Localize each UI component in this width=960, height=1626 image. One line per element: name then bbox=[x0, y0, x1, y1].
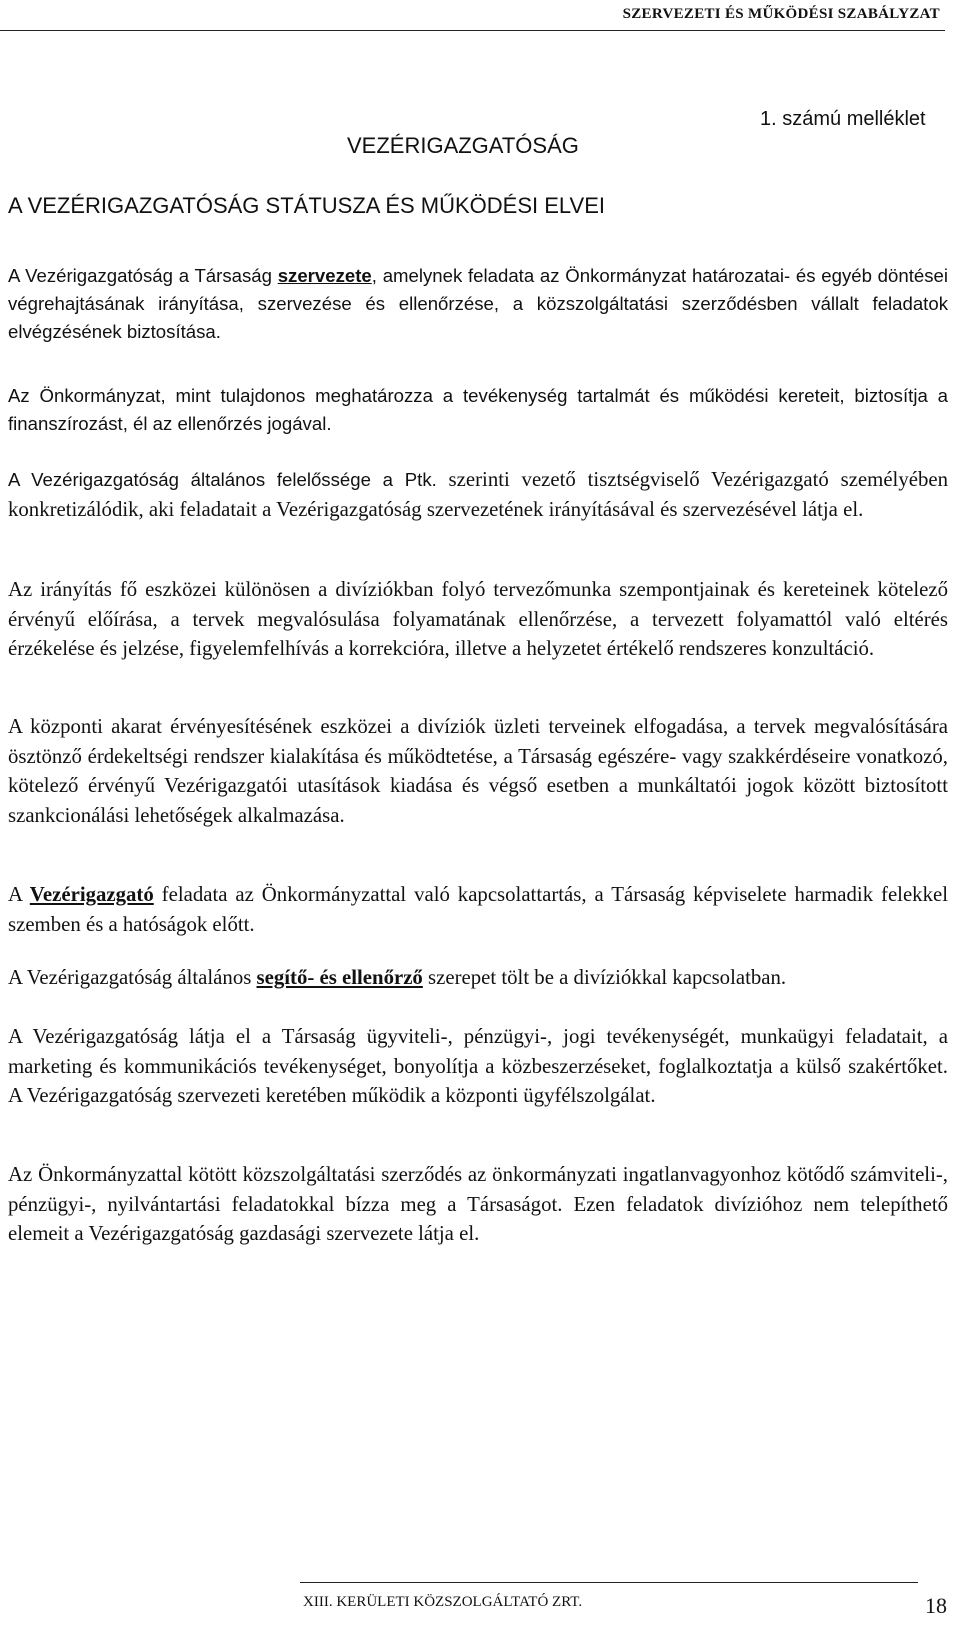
paragraph-1: A Vezérigazgatóság a Társaság szervezete, amelynek feladata az Önkormányzat határozatai- és egyéb döntései végrehajtásának irányítása, szervezése és ellenőrzése, a közszolgáltatási szerződésben vállalt feladatok elvégzésének biztosítása. bbox=[8, 265, 948, 342]
document-title: VEZÉRIGAZGATÓSÁG bbox=[347, 133, 579, 158]
paragraph-2: Az Önkormányzat, mint tulajdonos meghatározza a tevékenység tartalmát és működési kereteit, biztosítja a finanszírozást, él az ellenőrzés jogával. bbox=[8, 385, 948, 434]
paragraph-8: A Vezérigazgatóság látja el a Társaság ügyviteli-, pénzügyi-, jogi tevékenységét, munkaügyi feladatait, a marketing és kommunikációs tevékenységet, bonyolítja a közbeszerzéseket, foglalkoztatja a külső szakértőket. A Vezérigazgatóság szervezeti keretében működik a központi ügyfélszolgálat. bbox=[8, 1025, 948, 1107]
footer-rule bbox=[300, 1582, 918, 1583]
paragraph-6: A Vezérigazgató feladata az Önkormányzattal való kapcsolattartás, a Társaság képviselete harmadik felekkel szemben és a hatóságok előtt. bbox=[8, 883, 948, 936]
paragraph-4: Az irányítás fő eszközei különösen a divíziókban folyó tervezőmunka szempontjainak és kereteinek kötelező érvényű előírása, a tervek megvalósulása folyamatának ellenőrzése, a tervezett folyamattól való eltérés érzékelése és jelzése, figyelemfelhívás a korrekcióra, illetve a helyzetet értékelő rendszeres konzultáció. bbox=[8, 578, 948, 660]
section-title: A VEZÉRIGAZGATÓSÁG STÁTUSZA ÉS MŰKÖDÉSI ELVEI bbox=[8, 193, 605, 218]
underlined-term: segítő- és ellenőrző bbox=[256, 966, 423, 989]
underlined-term: szervezete bbox=[277, 265, 372, 286]
annex-label: 1. számú melléklet bbox=[760, 108, 926, 130]
paragraph-3: A Vezérigazgatóság általános felelőssége a Ptk. szerinti vezető tisztségviselő Vezérigazgató személyében konkretizálódik, aki feladatait a Vezérigazgatóság szervezetének irányításával és szervezésével látja el. bbox=[8, 468, 948, 521]
paragraph-5: A központi akarat érvényesítésének eszközei a divíziók üzleti terveinek elfogadása, a tervek megvalósítására ösztönző érdekeltségi rendszer kialakítása és működtetése, a Társaság egészére- vagy szakkérdéseire vonatkozó, kötelező érvényű Vezérigazgatói utasítások kiadása és végső esetben a munkáltatói jogok között biztosított szankcionálási lehetőségek alkalmazása. bbox=[8, 715, 948, 827]
header-rule bbox=[0, 30, 945, 31]
footer-company: XIII. KERÜLETI KÖZSZOLGÁLTATÓ ZRT. bbox=[303, 1594, 583, 1610]
paragraph-7: A Vezérigazgatóság általános segítő- és ellenőrző szerepet tölt be a divíziókkal kapcsolatban. bbox=[8, 966, 787, 989]
paragraph-9: Az Önkormányzattal kötött közszolgáltatási szerződés az önkormányzati ingatlanvagyonhoz kötődő számviteli-, pénzügyi-, nyilvántartási feladatokkal bízza meg a Társaságot. Ezen feladatok divízióhoz nem telepíthető elemeit a Vezérigazgatóság gazdasági szervezete látja el. bbox=[8, 1163, 948, 1245]
running-header: SZERVEZETI ÉS MŰKÖDÉSI SZABÁLYZAT bbox=[622, 6, 940, 22]
underlined-term: Vezérigazgató bbox=[29, 883, 154, 906]
page-number: 18 bbox=[925, 1593, 947, 1618]
